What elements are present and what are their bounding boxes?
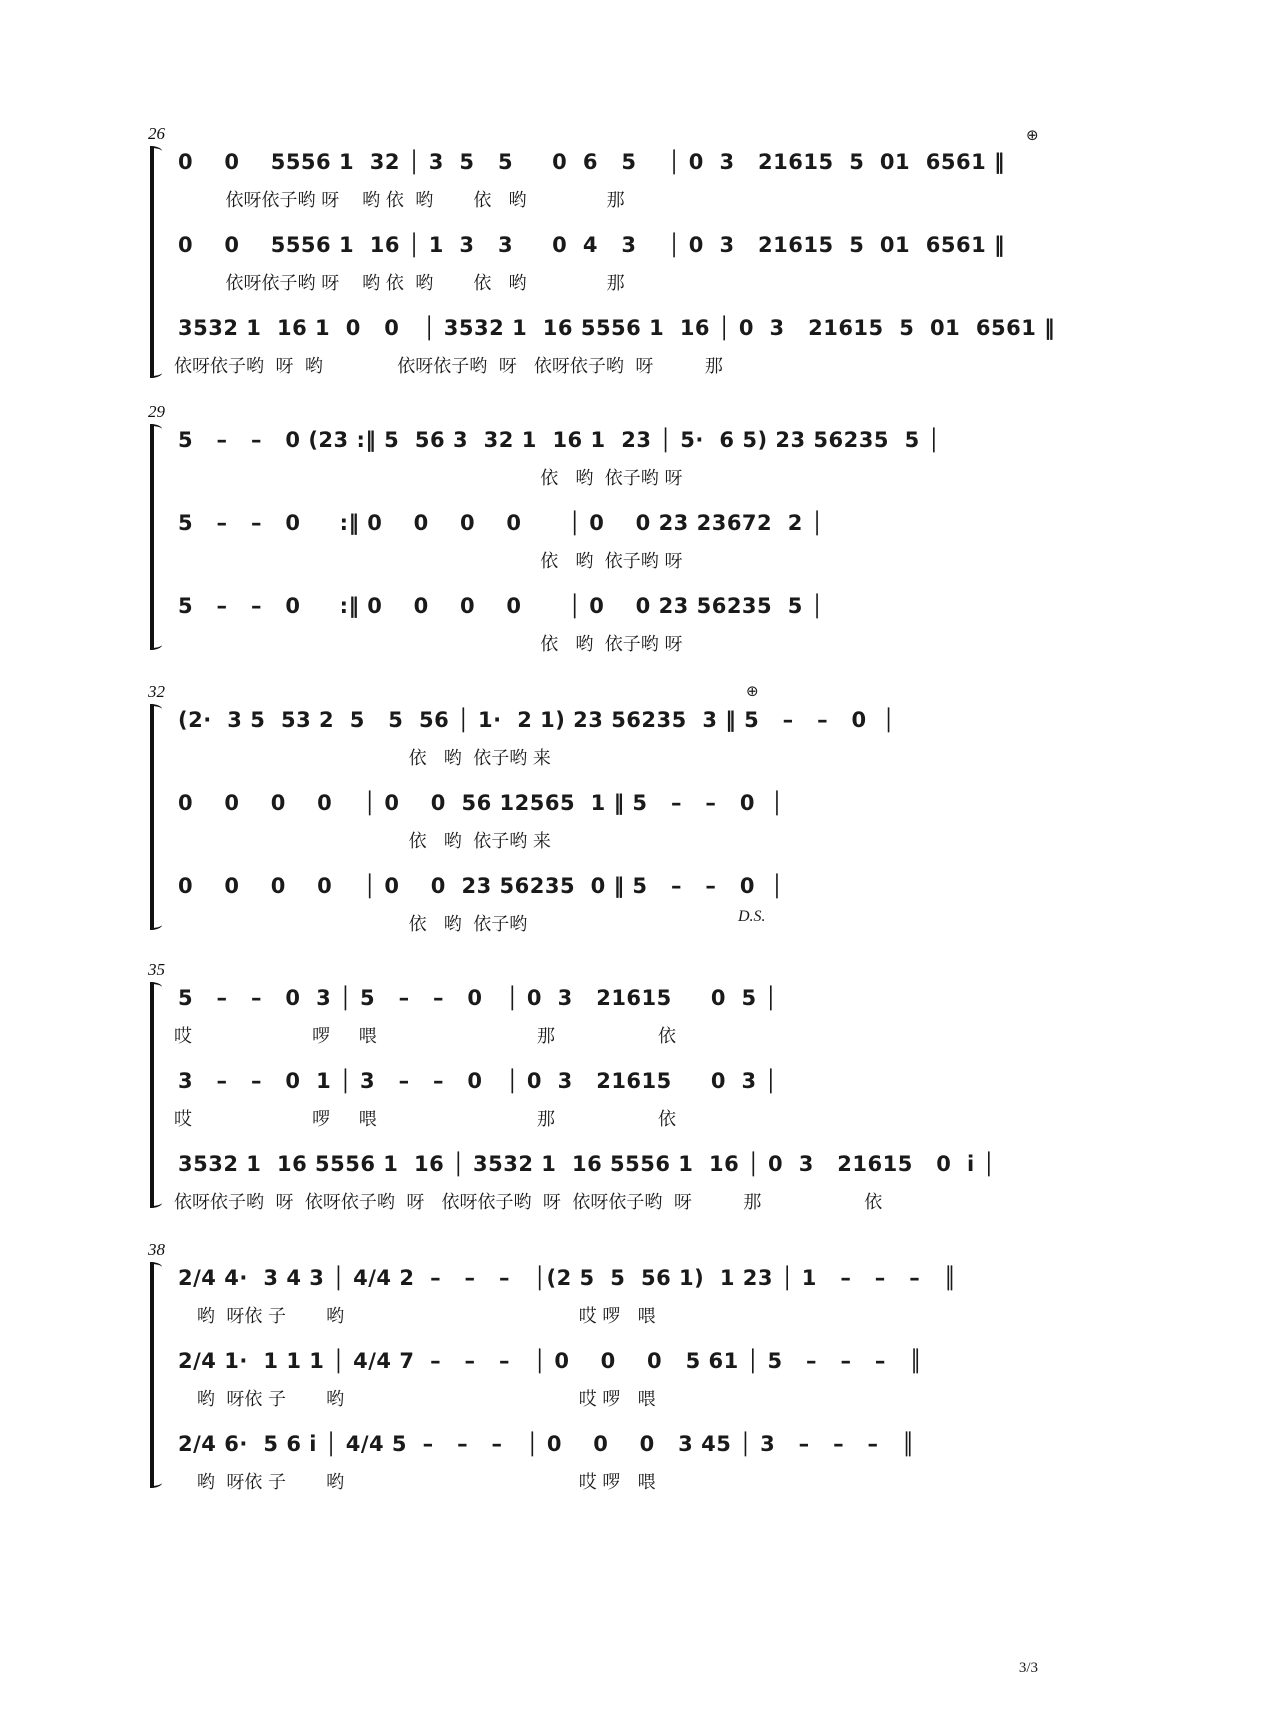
- notation-line: (2· 3 5 53 2 5 5 56 │ 1· 2 1) 23 56235 3 ‖ 5 – – 0 │: [178, 708, 896, 732]
- system-measures-26-28: [148, 124, 1138, 390]
- measure-number: 35: [148, 960, 165, 979]
- measure-number: 32: [148, 682, 165, 701]
- voice-3: [148, 594, 1138, 684]
- notation-line: 0 0 0 0 │ 0 0 56 12565 1 ‖ 5 – – 0 │: [178, 791, 784, 815]
- notation-line: 5 – – 0 :‖ 0 0 0 0 │ 0 0 23 56235 5 │: [178, 594, 824, 618]
- voice-1: [148, 1266, 1138, 1356]
- voice-2: [148, 233, 1138, 323]
- lyric-line: 依 哟 依子哟 呀: [174, 634, 683, 655]
- notation-line: 5 – – 0 :‖ 0 0 0 0 │ 0 0 23 23672 2 │: [178, 511, 824, 535]
- lyric-line: 哟 呀依 子 哟 哎 啰 喂: [174, 1472, 656, 1493]
- notation-line: 5 – – 0 3 │ 5 – – 0 │ 0 3 21615 0 5 │: [178, 986, 778, 1010]
- lyric-line: 依 哟 依子哟 呀: [174, 468, 683, 489]
- lyric-line: 依 哟 依子哟: [174, 914, 528, 935]
- notation-line: 0 0 5556 1 32 │ 3 5 5 0 6 5 │ 0 3 21615 5 01 6561 ‖: [178, 150, 1006, 174]
- lyric-line: 哟 呀依 子 哟 哎 啰 喂: [174, 1306, 656, 1327]
- lyric-line: 依呀依子哟 呀 哟 依呀依子哟 呀 依呀依子哟 呀 那: [174, 356, 723, 377]
- voice-1: [148, 708, 1138, 798]
- system-measures-29-31: [148, 402, 1138, 658]
- voice-3: [148, 874, 1138, 964]
- lyric-line: 依 哟 依子哟 呀: [174, 551, 683, 572]
- measure-number: 38: [148, 1240, 165, 1259]
- notation-line: 0 0 0 0 │ 0 0 23 56235 0 ‖ 5 – – 0 │: [178, 874, 784, 898]
- coda-icon: ⊕: [1026, 126, 1039, 144]
- coda-icon: ⊕: [746, 682, 759, 700]
- voice-2: [148, 511, 1138, 601]
- voice-1: [148, 428, 1138, 518]
- lyric-line: 依 哟 依子哟 来: [174, 831, 551, 852]
- voice-2: [148, 791, 1138, 881]
- notation-line: 3532 1 16 1 0 0 │ 3532 1 16 5556 1 16 │ 0 3 21615 5 01 6561 ‖: [178, 316, 1056, 340]
- voice-3: [148, 316, 1138, 406]
- measure-number: 26: [148, 124, 165, 143]
- voice-1: [148, 150, 1138, 240]
- notation-line: 3532 1 16 5556 1 16 │ 3532 1 16 5556 1 16 │ 0 3 21615 0 i │: [178, 1152, 996, 1176]
- voice-3: [148, 1432, 1138, 1522]
- system-measures-32-34: [148, 682, 1138, 948]
- voice-1: [148, 986, 1138, 1076]
- notation-line: 5 – – 0 (23 :‖ 5 56 3 32 1 16 1 23 │ 5· 6 5) 23 56235 5 │: [178, 428, 941, 452]
- measure-number: 29: [148, 402, 165, 421]
- notation-line: 2/4 1· 1 1 1 │ 4/4 7 – – – │ 0 0 0 5 61 │ 5 – – – ║: [178, 1349, 923, 1373]
- lyric-line: 哟 呀依 子 哟 哎 啰 喂: [174, 1389, 656, 1410]
- notation-line: 2/4 4· 3 4 3 │ 4/4 2 – – – │(2 5 5 56 1) 1 23 │ 1 – – – ║: [178, 1266, 957, 1290]
- page-number: 3/3: [1018, 1660, 1038, 1676]
- voice-3: [148, 1152, 1138, 1242]
- dal-segno-marking: D.S.: [738, 908, 766, 925]
- lyric-line: 依 哟 依子哟 来: [174, 748, 551, 769]
- voice-2: [148, 1349, 1138, 1439]
- lyric-line: 依呀依子哟 呀 哟 依 哟 依 哟 那: [174, 273, 625, 294]
- notation-line: 3 – – 0 1 │ 3 – – 0 │ 0 3 21615 0 3 │: [178, 1069, 778, 1093]
- system-measures-35-37: [148, 960, 1138, 1226]
- lyric-line: 依呀依子哟 呀 哟 依 哟 依 哟 那: [174, 190, 625, 211]
- lyric-line: 哎 啰 喂 那 依: [174, 1026, 676, 1047]
- notation-line: 2/4 6· 5 6 i │ 4/4 5 – – – │ 0 0 0 3 45 │ 3 – – – ║: [178, 1432, 916, 1456]
- system-measures-38-41: [148, 1240, 1138, 1516]
- voice-2: [148, 1069, 1138, 1159]
- lyric-line: 哎 啰 喂 那 依: [174, 1109, 676, 1130]
- notation-line: 0 0 5556 1 16 │ 1 3 3 0 4 3 │ 0 3 21615 5 01 6561 ‖: [178, 233, 1006, 257]
- lyric-line: 依呀依子哟 呀 依呀依子哟 呀 依呀依子哟 呀 依呀依子哟 呀 那 依: [174, 1192, 883, 1213]
